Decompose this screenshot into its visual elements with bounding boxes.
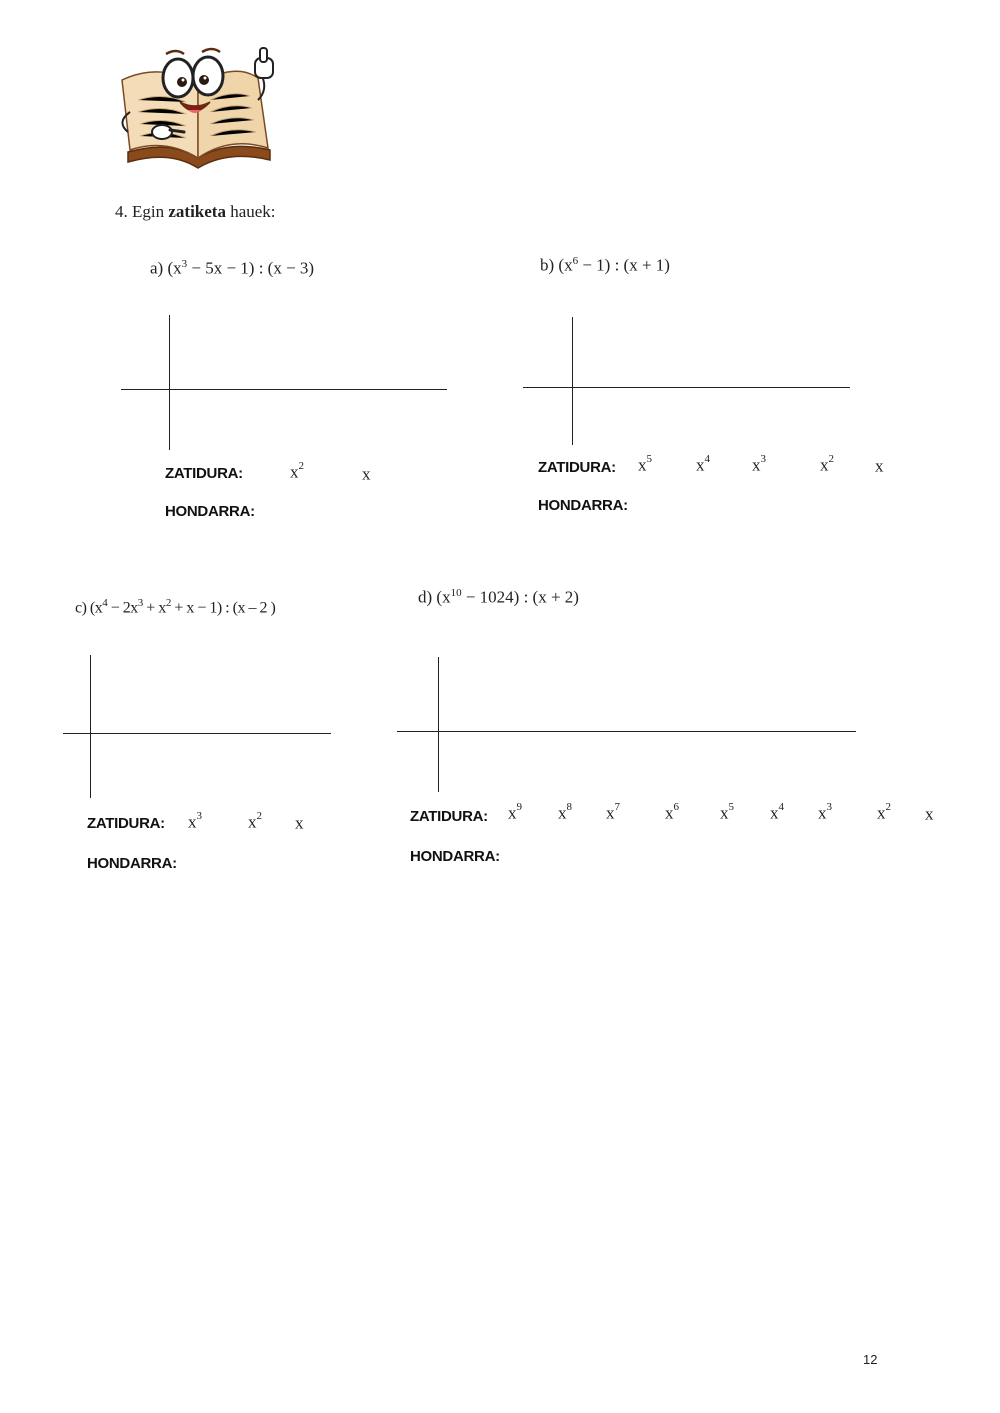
- problem-d-term-3: $x^7$: [606, 801, 620, 823]
- problem-d-vertical-line: [438, 657, 439, 792]
- problem-b-horizontal-line: [523, 387, 850, 388]
- problem-b-term-5: x: [875, 456, 884, 476]
- problem-a-horizontal-line: [121, 389, 447, 390]
- problem-a-term-1: $x^2$: [290, 460, 304, 482]
- exercise-number: 4.: [115, 202, 128, 221]
- problem-a-expression: a) $(x^3 - 5x - 1)$ : (x − 3): [150, 258, 315, 278]
- problem-a-quotient-label: ZATIDURA:: [165, 465, 243, 482]
- problem-d-term-7: $x^3$: [818, 801, 832, 823]
- problem-b-quotient-label: ZATIDURA:: [538, 459, 616, 476]
- problem-d-term-8: $x^2$: [877, 801, 891, 823]
- problem-c-horizontal-line: [63, 733, 331, 734]
- problem-b-term-4: $x^2$: [820, 453, 834, 475]
- exercise-heading: [115, 202, 276, 222]
- heading-text-before: Egin: [132, 202, 165, 221]
- problem-d-term-6: $x^4$: [770, 801, 784, 823]
- heading-text-after: hauek:: [230, 202, 276, 221]
- problem-d-term-4: $x^6$: [665, 801, 679, 823]
- problem-b-term-1: $x^5$: [638, 453, 652, 475]
- problem-c-vertical-line: [90, 655, 91, 798]
- problem-d-term-5: $x^5$: [720, 801, 734, 823]
- problem-d-term-1: $x^9$: [508, 801, 522, 823]
- problem-d-term-9: x: [925, 804, 934, 824]
- problem-c-term-3: x: [295, 813, 304, 833]
- problem-c-term-2: $x^2$: [248, 810, 262, 832]
- problem-c-quotient-label: ZATIDURA:: [87, 815, 165, 832]
- problem-a-vertical-line: [169, 315, 170, 450]
- problem-c-term-1: $x^3$: [188, 810, 202, 832]
- problem-d-quotient-label: ZATIDURA:: [410, 808, 488, 825]
- heading-text-bold: zatiketa: [168, 202, 226, 221]
- problem-a-term-2: x: [362, 464, 371, 484]
- problem-d-horizontal-line: [397, 731, 856, 732]
- page-number: 12: [863, 1352, 878, 1367]
- problem-d-term-2: $x^8$: [558, 801, 572, 823]
- problem-b-term-3: $x^3$: [752, 453, 766, 475]
- problem-d-remainder-label: HONDARRA:: [410, 848, 500, 865]
- problem-c-remainder-label: HONDARRA:: [87, 855, 177, 872]
- problem-c-expression: c) $(x^4 - 2x^3 + x^2 + x - 1)$ : (x – 2 ): [75, 597, 276, 617]
- problem-b-vertical-line: [572, 317, 573, 445]
- problem-d-expression: d) $(x^{10} - 1024)$ : (x + 2): [418, 587, 579, 607]
- problem-a-remainder-label: HONDARRA:: [165, 503, 255, 520]
- problem-b-expression: b) $(x^6 - 1)$ : (x + 1): [540, 255, 670, 275]
- problem-b-remainder-label: HONDARRA:: [538, 497, 628, 514]
- problem-b-term-2: $x^4$: [696, 453, 710, 475]
- cartoon-book-icon: [110, 40, 285, 175]
